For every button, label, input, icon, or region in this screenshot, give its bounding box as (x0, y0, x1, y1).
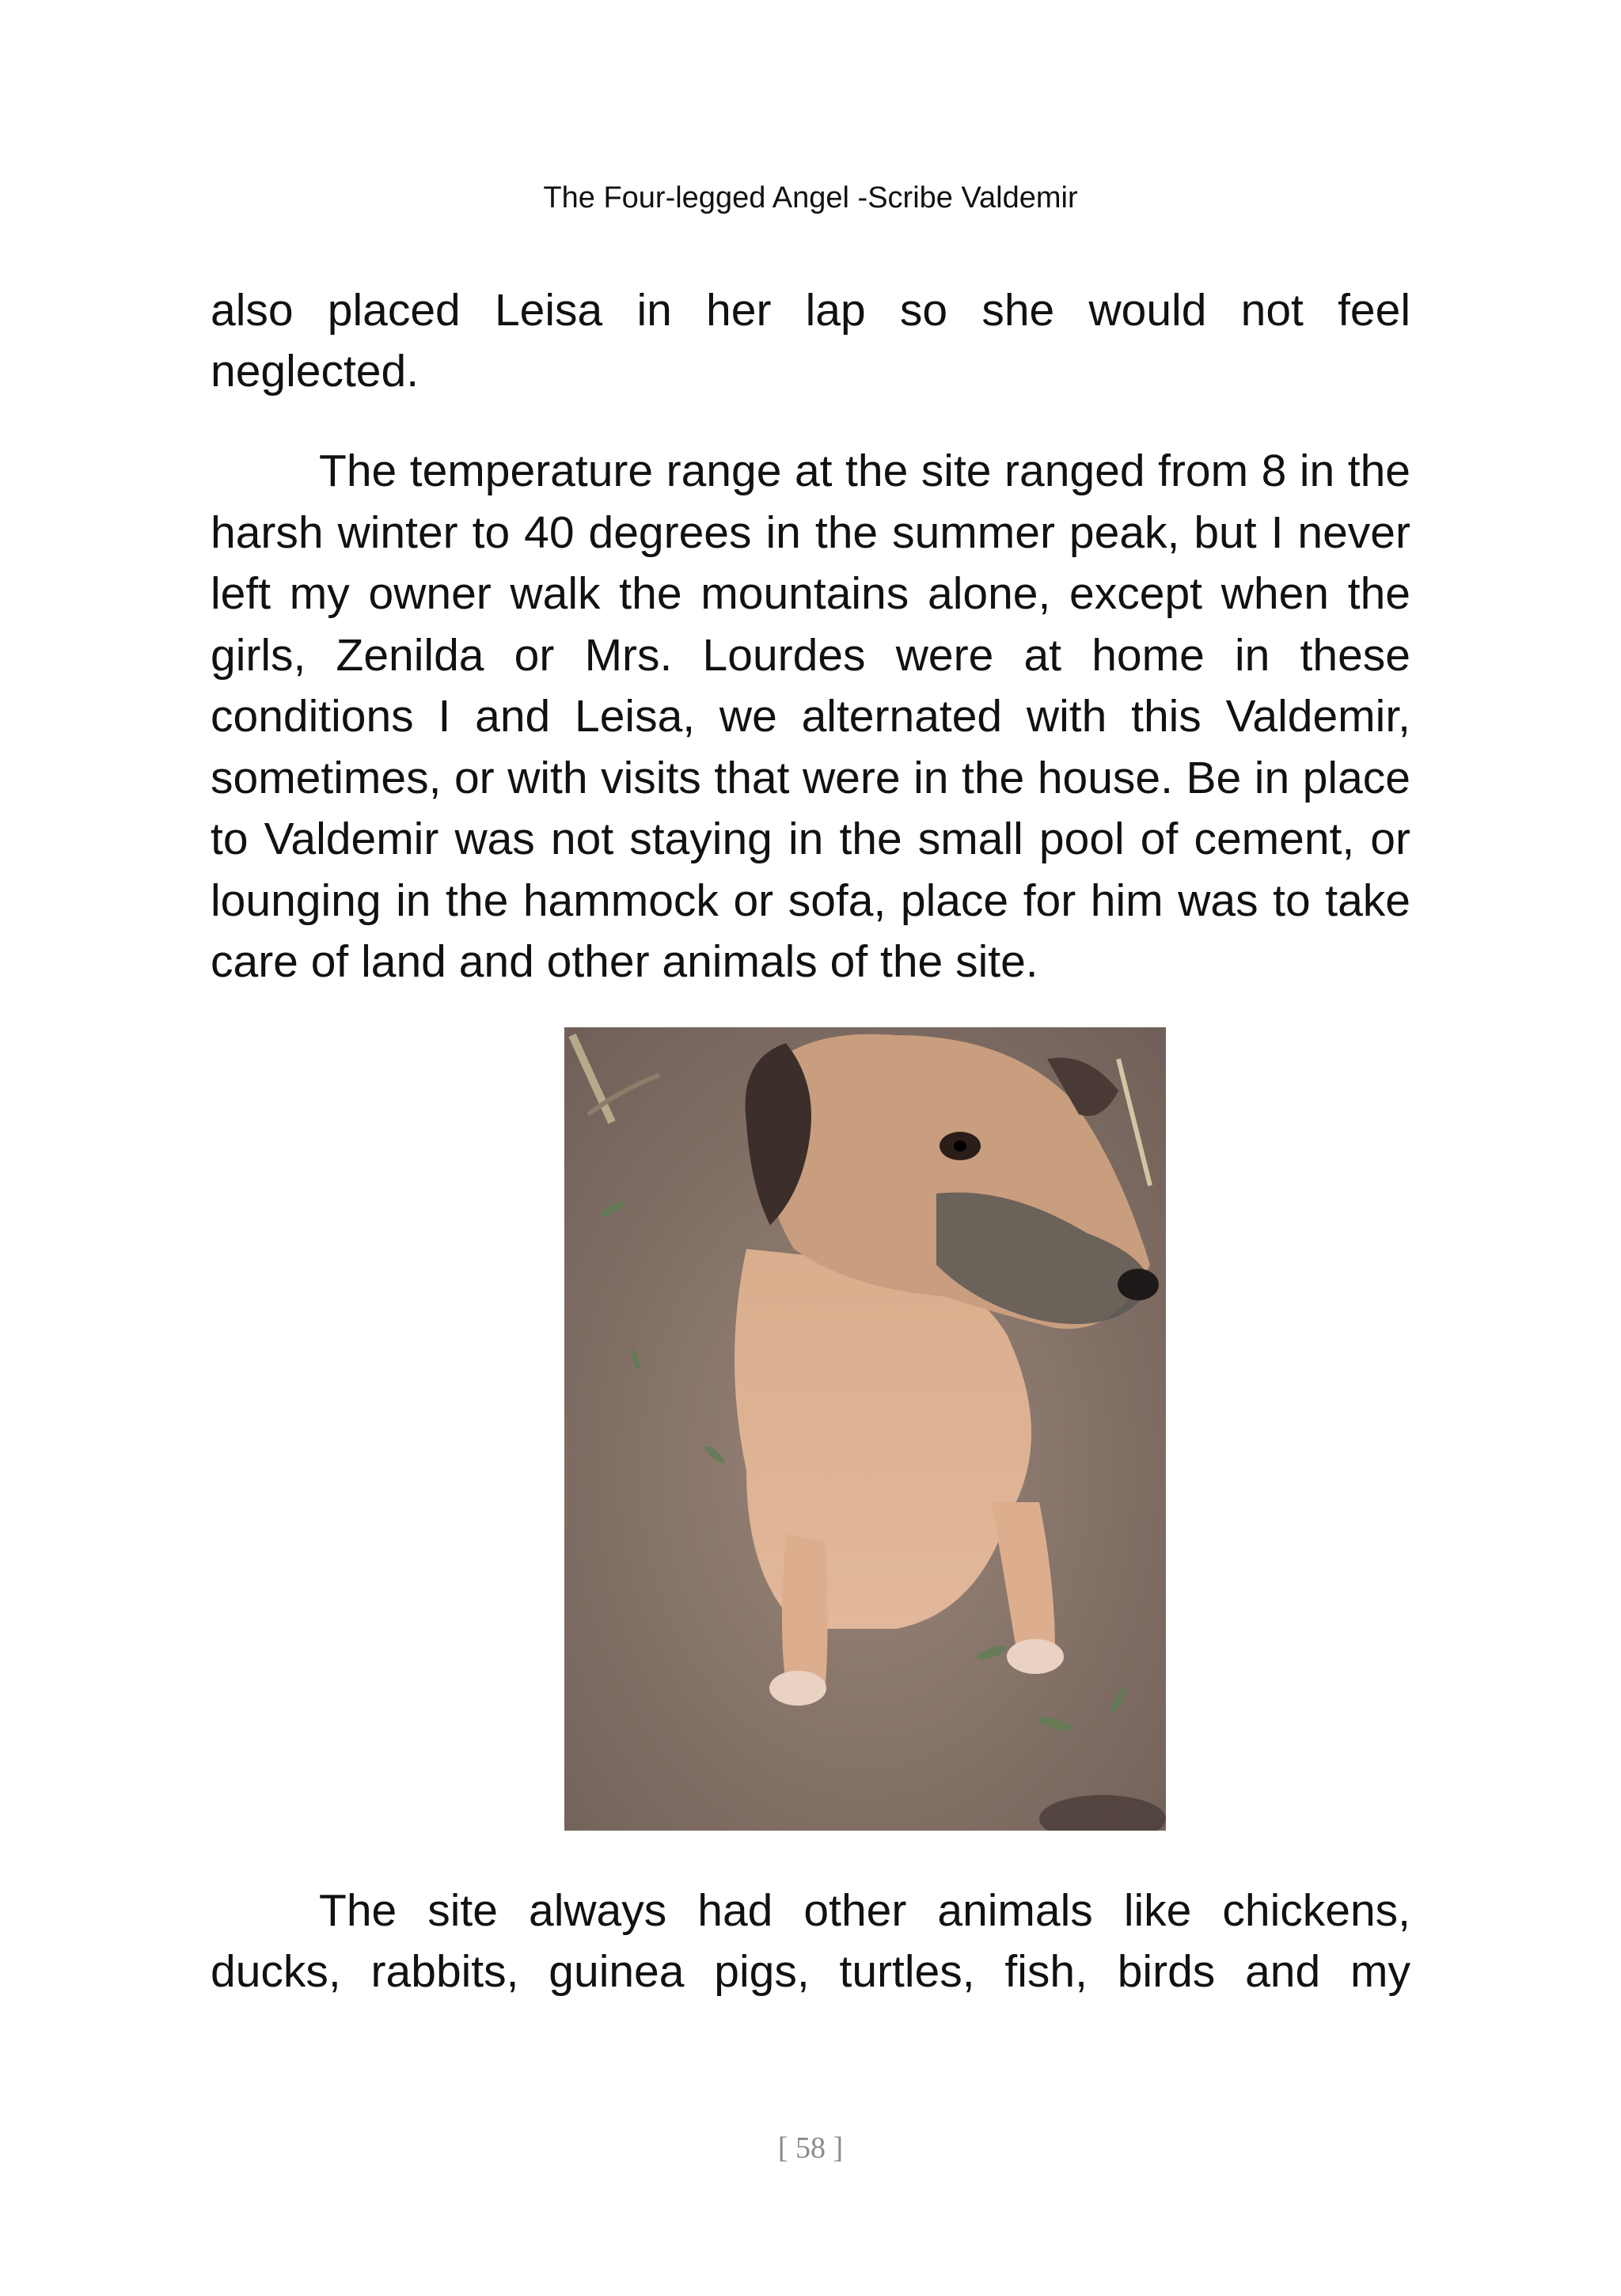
paragraph-animals-line1: The site always had other animals like chickens, (319, 1885, 1410, 1936)
paragraph-animals-line2: ducks, rabbits, guinea pigs, turtles, fish, birds and my (211, 1946, 1410, 1997)
page-number: [ 58 ] (777, 2131, 844, 2165)
dog-photo (564, 1027, 1166, 1831)
running-header: The Four-legged Angel -Scribe Valdemir (543, 181, 1078, 214)
paragraph-temperature: The temperature range at the site ranged from 8 in the harsh winter to 40 degrees in the summer peak, but I never left my owner walk the mountains alone, except when the girls, Zenilda or Mrs. Lourdes were at home in these conditions I and Leisa, we alternated with this Valdemir, sometimes, or with visits that were in the house. Be in place to Valdemir was not staying in the small pool of cement, or lounging in the hammock or sofa, place for him was to take care of land and other animals of the site. (211, 446, 1410, 987)
paragraph-continuation-end: neglected. (211, 346, 419, 397)
paragraph-continuation-line: also placed Leisa in her lap so she would not feel (211, 285, 1410, 336)
